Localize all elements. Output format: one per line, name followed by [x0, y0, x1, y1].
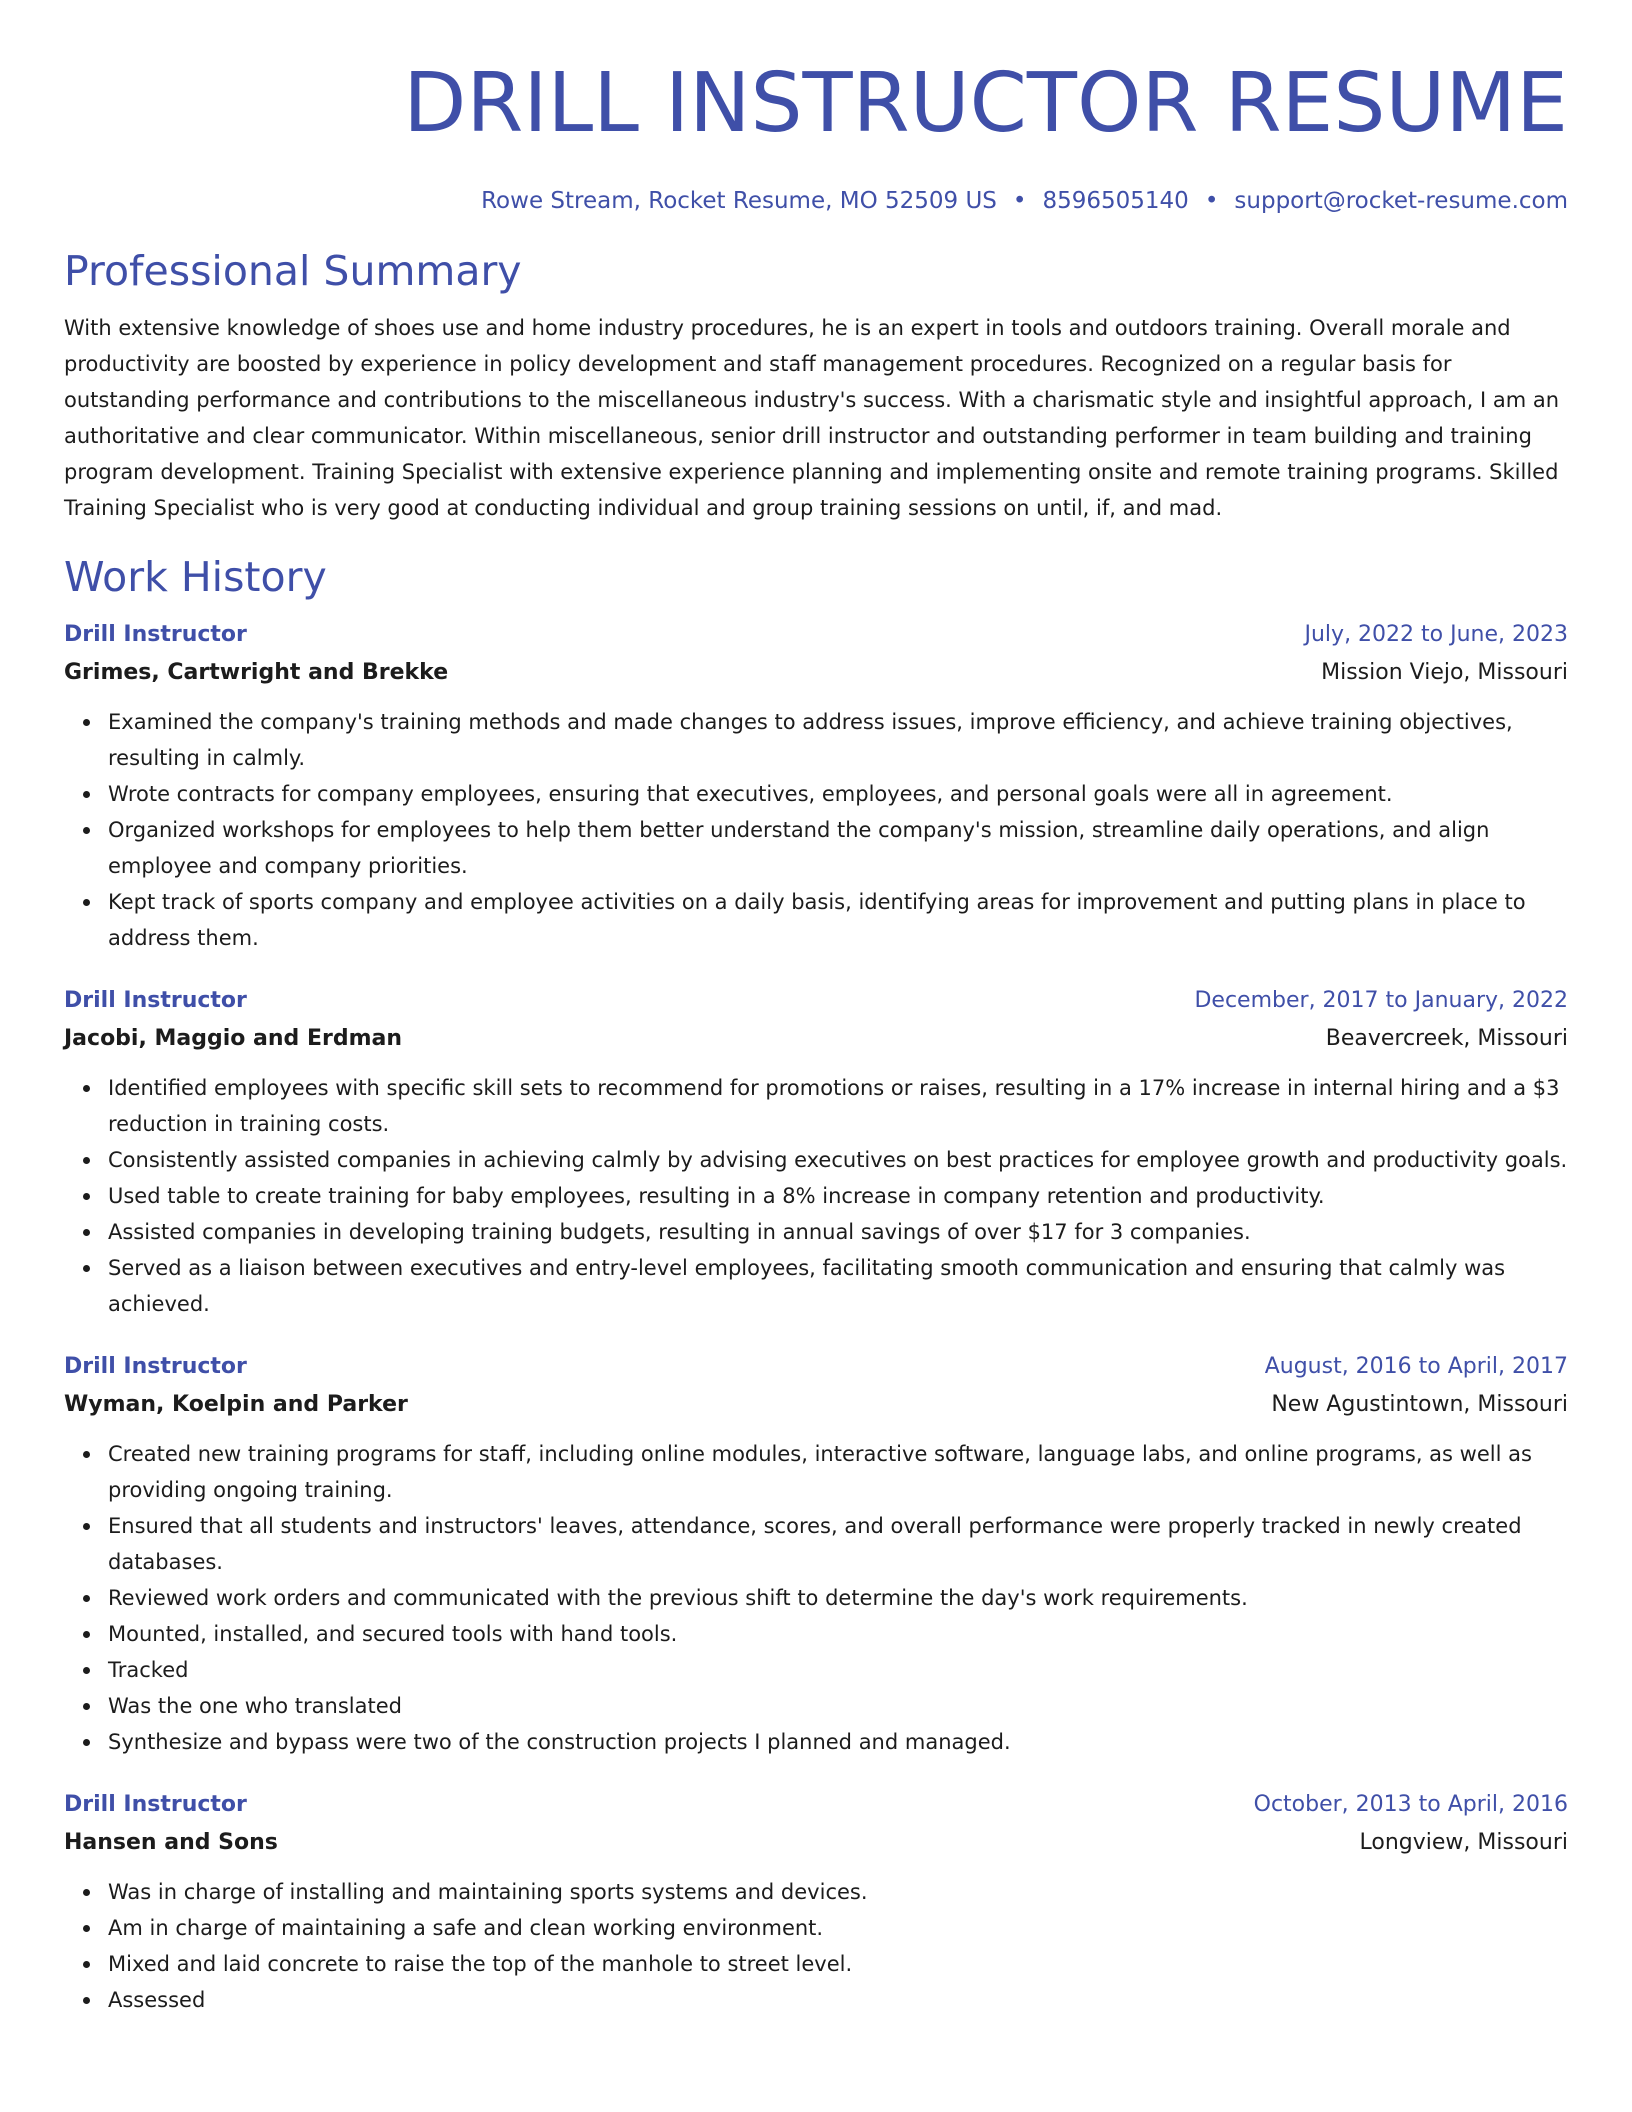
summary-heading: Professional Summary: [64, 247, 522, 295]
job-location: Longview, Missouri: [1359, 1830, 1568, 1855]
job-bullet: Assisted companies in developing training budgets, resulting in annual savings of over $17 for 3 companies.: [108, 1214, 1568, 1250]
job-bullet: Mounted, installed, and secured tools with hand tools.: [108, 1616, 1568, 1652]
contact-separator: •: [1012, 188, 1027, 214]
job-title: Drill Instructor: [64, 1792, 247, 1817]
job-company: Jacobi, Maggio and Erdman: [64, 1026, 403, 1051]
job-bullet: Tracked: [108, 1652, 1568, 1688]
job-bullets: [64, 1070, 1568, 1322]
job-bullet: Was the one who translated: [108, 1688, 1568, 1724]
job-entry: [64, 1786, 1568, 2018]
job-company-row: [64, 1386, 1568, 1424]
job-entry: [64, 1348, 1568, 1760]
job-company: Hansen and Sons: [64, 1830, 278, 1855]
work-history-heading: Work History: [64, 553, 327, 601]
job-dates: August, 2016 to April, 2017: [1264, 1354, 1568, 1379]
job-bullet: Identified employees with specific skill sets to recommend for promotions or raises, resulting in a 17% increase in internal hiring and a $3 reduction in training costs.: [108, 1070, 1568, 1142]
job-bullet: Consistently assisted companies in achieving calmly by advising executives on best practices for employee growth and productivity goals.: [108, 1142, 1568, 1178]
job-title-row: [64, 1348, 1568, 1386]
job-location: Mission Viejo, Missouri: [1321, 660, 1568, 685]
job-bullet: Examined the company's training methods and made changes to address issues, improve efficiency, and achieve training objectives, resulting in calmly.: [108, 704, 1568, 776]
job-company-row: [64, 1020, 1568, 1058]
job-entry: [64, 982, 1568, 1322]
job-bullet: Created new training programs for staff, including online modules, interactive software, language labs, and online programs, as well as providing ongoing training.: [108, 1436, 1568, 1508]
job-bullet: Reviewed work orders and communicated with the previous shift to determine the day's work requirements.: [108, 1580, 1568, 1616]
job-title-row: [64, 616, 1568, 654]
job-bullet: Assessed: [108, 1982, 1568, 2018]
job-title: Drill Instructor: [64, 622, 247, 647]
resume-header: [64, 54, 1568, 216]
contact-separator: •: [1204, 188, 1219, 214]
job-company-row: [64, 1824, 1568, 1862]
job-bullet: Mixed and laid concrete to raise the top of the manhole to street level.: [108, 1946, 1568, 1982]
job-bullet: Used table to create training for baby employees, resulting in a 8% increase in company retention and productivity.: [108, 1178, 1568, 1214]
job-bullet: Kept track of sports company and employee activities on a daily basis, identifying areas for improvement and putting plans in place to address them.: [108, 884, 1568, 956]
job-bullet: Synthesize and bypass were two of the construction projects I planned and managed.: [108, 1724, 1568, 1760]
summary-text: With extensive knowledge of shoes use and home industry procedures, he is an expert in tools and outdoors training. Overall morale and productivity are boosted by experience in policy development and staff management procedures. Recognized on a regular basis for outstanding performance and contributions to the miscellaneous industry's success. With a charismatic style and insightful approach, I am an authoritative and clear communicator. Within miscellaneous, senior drill instructor and outstanding performer in team building and training program development. Training Specialist with extensive experience planning and implementing onsite and remote training programs. Skilled Training Specialist who is very good at conducting individual and group training sessions on until, if, and mad.: [64, 316, 1560, 520]
job-bullet: Am in charge of maintaining a safe and clean working environment.: [108, 1910, 1568, 1946]
job-location: Beavercreek, Missouri: [1325, 1026, 1568, 1051]
resume-title: DRILL INSTRUCTOR RESUME: [403, 56, 1568, 151]
contact-email: support@rocket-resume.com: [1234, 188, 1568, 214]
job-bullet: Served as a liaison between executives and entry-level employees, facilitating smooth communication and ensuring that calmly was achieved.: [108, 1250, 1568, 1322]
contact-line: [64, 186, 1568, 216]
job-title-row: [64, 1786, 1568, 1824]
job-dates: December, 2017 to January, 2022: [1194, 988, 1568, 1013]
job-title: Drill Instructor: [64, 1354, 247, 1379]
job-dates: October, 2013 to April, 2016: [1253, 1792, 1568, 1817]
work-history-list: [64, 616, 1568, 2018]
contact-phone: 8596505140: [1042, 188, 1189, 214]
job-bullets: [64, 704, 1568, 956]
job-bullet: Wrote contracts for company employees, ensuring that executives, employees, and personal goals were all in agreement.: [108, 776, 1568, 812]
job-entry: [64, 616, 1568, 956]
job-bullets: [64, 1874, 1568, 2018]
job-company: Wyman, Koelpin and Parker: [64, 1392, 408, 1417]
job-bullets: [64, 1436, 1568, 1760]
job-bullet: Ensured that all students and instructors' leaves, attendance, scores, and overall performance were properly tracked in newly created databases.: [108, 1508, 1568, 1580]
job-company-row: [64, 654, 1568, 692]
job-bullet: Was in charge of installing and maintaining sports systems and devices.: [108, 1874, 1568, 1910]
contact-address: Rowe Stream, Rocket Resume, MO 52509 US: [481, 188, 997, 214]
job-company: Grimes, Cartwright and Brekke: [64, 660, 449, 685]
job-bullet: Organized workshops for employees to help them better understand the company's mission, streamline daily operations, and align employee and company priorities.: [108, 812, 1568, 884]
job-location: New Agustintown, Missouri: [1271, 1392, 1568, 1417]
job-title: Drill Instructor: [64, 988, 247, 1013]
job-dates: July, 2022 to June, 2023: [1304, 622, 1568, 647]
job-title-row: [64, 982, 1568, 1020]
